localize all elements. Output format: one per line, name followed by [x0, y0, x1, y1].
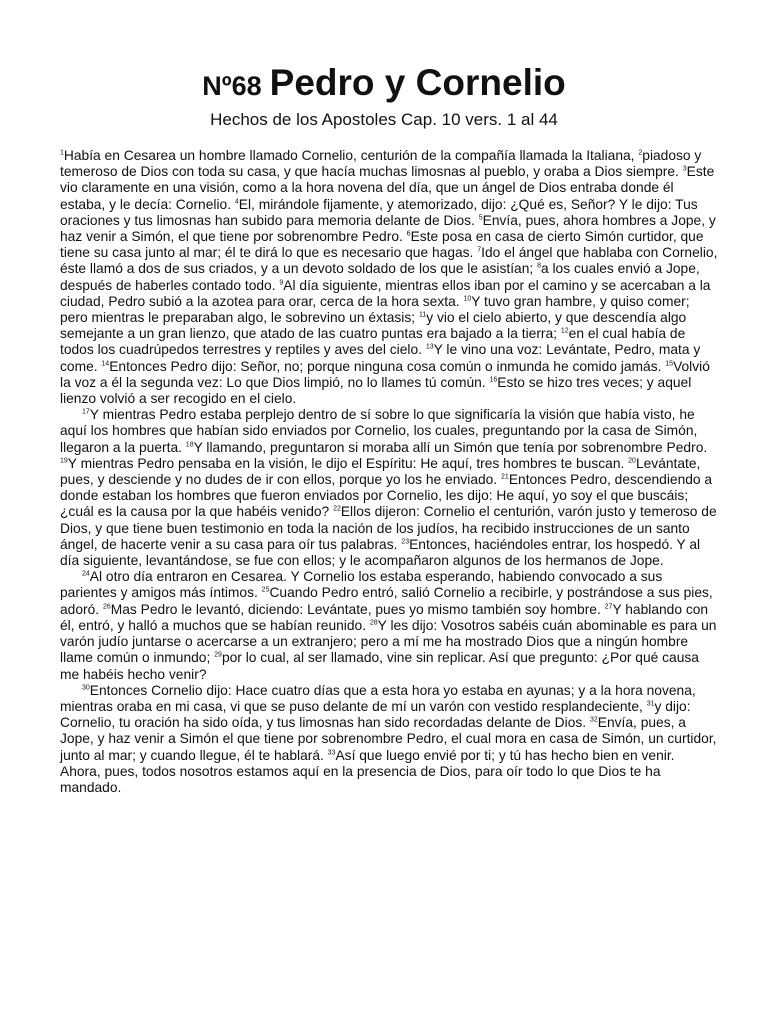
verse-text: Al otro día entraron en Cesarea. Y Cornelio los estaba esperando, habiendo convocado a sus parientes y amigos más íntimos. — [60, 569, 663, 601]
verse-text: Volvió la voz a él la segunda vez: Lo que Dios limpió, no lo llames tú común. — [60, 358, 710, 390]
paragraph — [60, 683, 718, 796]
verse-number: 7 — [477, 246, 482, 254]
verse-text: Este posa en casa de cierto Simón curtidor, que tiene su casa junto al mar; él te dirá lo que es necesario que hagas. — [60, 229, 704, 261]
verse-number: 26 — [102, 603, 111, 611]
verse-number: 19 — [60, 457, 68, 465]
verse-number: 28 — [369, 619, 378, 627]
verse-text: Así que luego envié por ti; y tú has hecho bien en venir. Ahora, pues, todos nosotros estamos aquí en la presencia de Dios, para oír todo lo que Dios te ha mandado. — [60, 747, 675, 795]
verse-number: 15 — [665, 360, 674, 368]
verse-text: El, mirándole fijamente, y atemorizado, dijo: ¿Qué es, Señor? Y le dijo: Tus oraciones y tus limosnas han subido para memoria delante de Dios. — [60, 196, 698, 228]
verse-number: 14 — [101, 360, 110, 368]
verse — [60, 456, 628, 471]
verse-text: Y le vino una voz: Levántate, Pedro, mata y come. — [60, 342, 701, 374]
verse-number: 22 — [333, 505, 341, 513]
verse-text: Esto se hizo tres veces; y aquel lienzo volvió a ser recogido en el cielo. — [60, 374, 692, 407]
verse-text: Levántate, pues, y desciende y no dudes de ir con ellos, porque yo los he enviado. — [60, 455, 701, 488]
verse-text: Y hablando con él, entró, y halló a muchos que se habían reunido. — [60, 601, 709, 633]
verse-number: 13 — [425, 343, 434, 351]
verse-number: 24 — [82, 570, 90, 578]
verse-number: 29 — [214, 651, 222, 659]
verse-number: 20 — [628, 457, 636, 465]
verse-text: Y llamando, preguntaron si moraba allí un Simón que tenía por sobrenombre Pedro. — [193, 439, 708, 455]
verse-text: Y mientras Pedro estaba perplejo dentro de sí sobre lo que significaría la visión que había visto, he aquí los hombres que habían sido enviados por Cornelio, los cuales, preguntando por la casa de Simón, llegaron a la puerta. — [60, 407, 698, 455]
verse-text: piadoso y temeroso de Dios con toda su casa, y que hacía muchas limosnas al pueblo, y oraba a Dios siempre. — [60, 148, 702, 180]
verse-number: 1 — [60, 149, 64, 157]
verse-text: Ellos dijeron: Cornelio el centurión, varón justo y temeroso de Dios, y que tiene buen testimonio en toda la nación de los judíos, ha recibido instrucciones de un santo ángel, de hacerte venir a su casa para oír tus palabras. — [60, 504, 717, 552]
verse-text: Y les dijo: Vosotros sabéis cuán abominable es para un varón judío juntarse o acercarse a un extranjero; pero a mí me ha mostrado Dios que a ningún hombre llame común o inmundo; — [60, 617, 717, 666]
verse — [60, 148, 638, 163]
verse-number: 16 — [489, 376, 498, 384]
verse-text: Mas Pedro le levantó, diciendo: Levántate, pues yo mismo también soy hombre. — [110, 601, 605, 617]
verse-text: Entonces Pedro dijo: Señor, no; porque ninguna cosa común o inmunda he comido jamás. — [109, 358, 666, 374]
verse-number: 30 — [82, 684, 90, 692]
verse-number: 5 — [478, 214, 483, 222]
verse-text: Este vio claramente en una visión, como a la hora novena del día, que un ángel de Dios entraba donde él estaba, y le decía: Cornelio. — [60, 164, 715, 212]
verse-number: 17 — [82, 408, 90, 416]
verse-number: 8 — [537, 262, 541, 270]
verse-number: 9 — [279, 279, 284, 287]
verse-text: Entonces Pedro, descendiendo a donde estaban los hombres que fueron enviados por Cornelio, les dijo: He aquí, yo soy el que buscáis; ¿cuál es la causa por la que habéis venido? — [60, 472, 713, 520]
verse-text: a los cuales envió a Jope, después de haberles contado todo. — [60, 261, 700, 293]
verse-number: 27 — [604, 603, 613, 611]
lesson-number: Nº68 — [202, 71, 262, 101]
paragraph — [60, 569, 718, 682]
scripture-text — [60, 148, 718, 796]
verse — [60, 683, 696, 714]
verse-number: 18 — [185, 441, 194, 449]
verse-number: 3 — [682, 165, 687, 173]
verse-text: Había en Cesarea un hombre llamado Cornelio, centurión de la compañía llamada la Italiana, — [63, 148, 639, 163]
verse-text: y dijo: Cornelio, tu oración ha sido oída, y tus limosnas han sido recordadas delante de Dios. — [60, 698, 691, 731]
verse-number: 31 — [646, 700, 655, 708]
verse — [103, 602, 605, 617]
verse-number: 4 — [234, 198, 239, 206]
verse-number: 21 — [501, 473, 509, 481]
verse-number: 33 — [327, 748, 336, 756]
verse-text: Entonces Cornelio dijo: Hace cuatro días que a esta hora yo estaba en ayunas; y a la hora novena, mientras oraba en mi casa, vi que se puso delante de mí un varón con vestido resplandeciente, — [60, 682, 696, 714]
verse-text: Y mientras Pedro pensaba en la visión, le dijo el Espíritu: He aquí, tres hombres te buscan. — [67, 455, 629, 471]
paragraph — [60, 148, 718, 407]
verse-number: 32 — [589, 716, 598, 724]
verse-number: 10 — [463, 295, 472, 303]
verse-number: 2 — [638, 149, 643, 157]
verse-number: 11 — [418, 311, 427, 319]
verse-text: y vio el cielo abierto, y que descendía algo semejante a un gran lienzo, que atado de las cuatro puntas era bajado a la tierra; — [60, 310, 687, 342]
verse — [101, 359, 665, 374]
scripture-reference: Hechos de los Apostoles Cap. 10 vers. 1 al 44 — [210, 110, 558, 129]
verse-text: Ido el ángel que hablaba con Cornelio, éste llamó a dos de sus criados, y a un devoto soldado de los que le asistían; — [60, 245, 718, 277]
lesson-title: Pedro y Cornelio — [269, 62, 566, 103]
verse-text: Envía, pues, a Jope, y haz venir a Simón el que tiene por sobrenombre Pedro, el cual mora en casa de Simón, un curtidor, junto al mar; y cuando llegue, él te hablará. — [60, 715, 717, 763]
verse-text: Y tuvo gran hambre, y quiso comer; pero mientras le preparaban algo, le sobrevino un éxtasis; — [60, 293, 690, 326]
verse-number: 23 — [401, 538, 410, 546]
verse — [186, 440, 707, 455]
verse-text: por lo cual, al ser llamado, vine sin replicar. Así que pregunto: ¿Por qué causa me habéis hecho venir? — [60, 650, 699, 682]
verse-number: 6 — [406, 230, 411, 238]
verse-text: Cuando Pedro entró, salió Cornelio a recibirle, y postrándose a sus pies, adoró. — [60, 585, 713, 617]
verse-text: Entonces, haciéndoles entrar, los hospedó. Y al día siguiente, levantándose, se fue con ellos; y le acompañaron algunos de los hermanos de Jope. — [60, 536, 701, 569]
verse-text: Envía, pues, ahora hombres a Jope, y haz venir a Simón, el que tiene por sobrenombre Pedro. — [60, 212, 716, 245]
verse-number: 12 — [560, 327, 569, 335]
page-title — [0, 64, 768, 101]
verse-number: 25 — [261, 586, 270, 594]
paragraph — [60, 407, 718, 569]
verse-text: Al día siguiente, mientras ellos iban por el camino y se acercaban a la ciudad, Pedro subió a la azotea para orar, cerca de la hora sexta. — [60, 277, 711, 309]
verse-text: en el cual había de todos los cuadrúpedos terrestres y reptiles y aves del cielo. — [60, 326, 686, 358]
